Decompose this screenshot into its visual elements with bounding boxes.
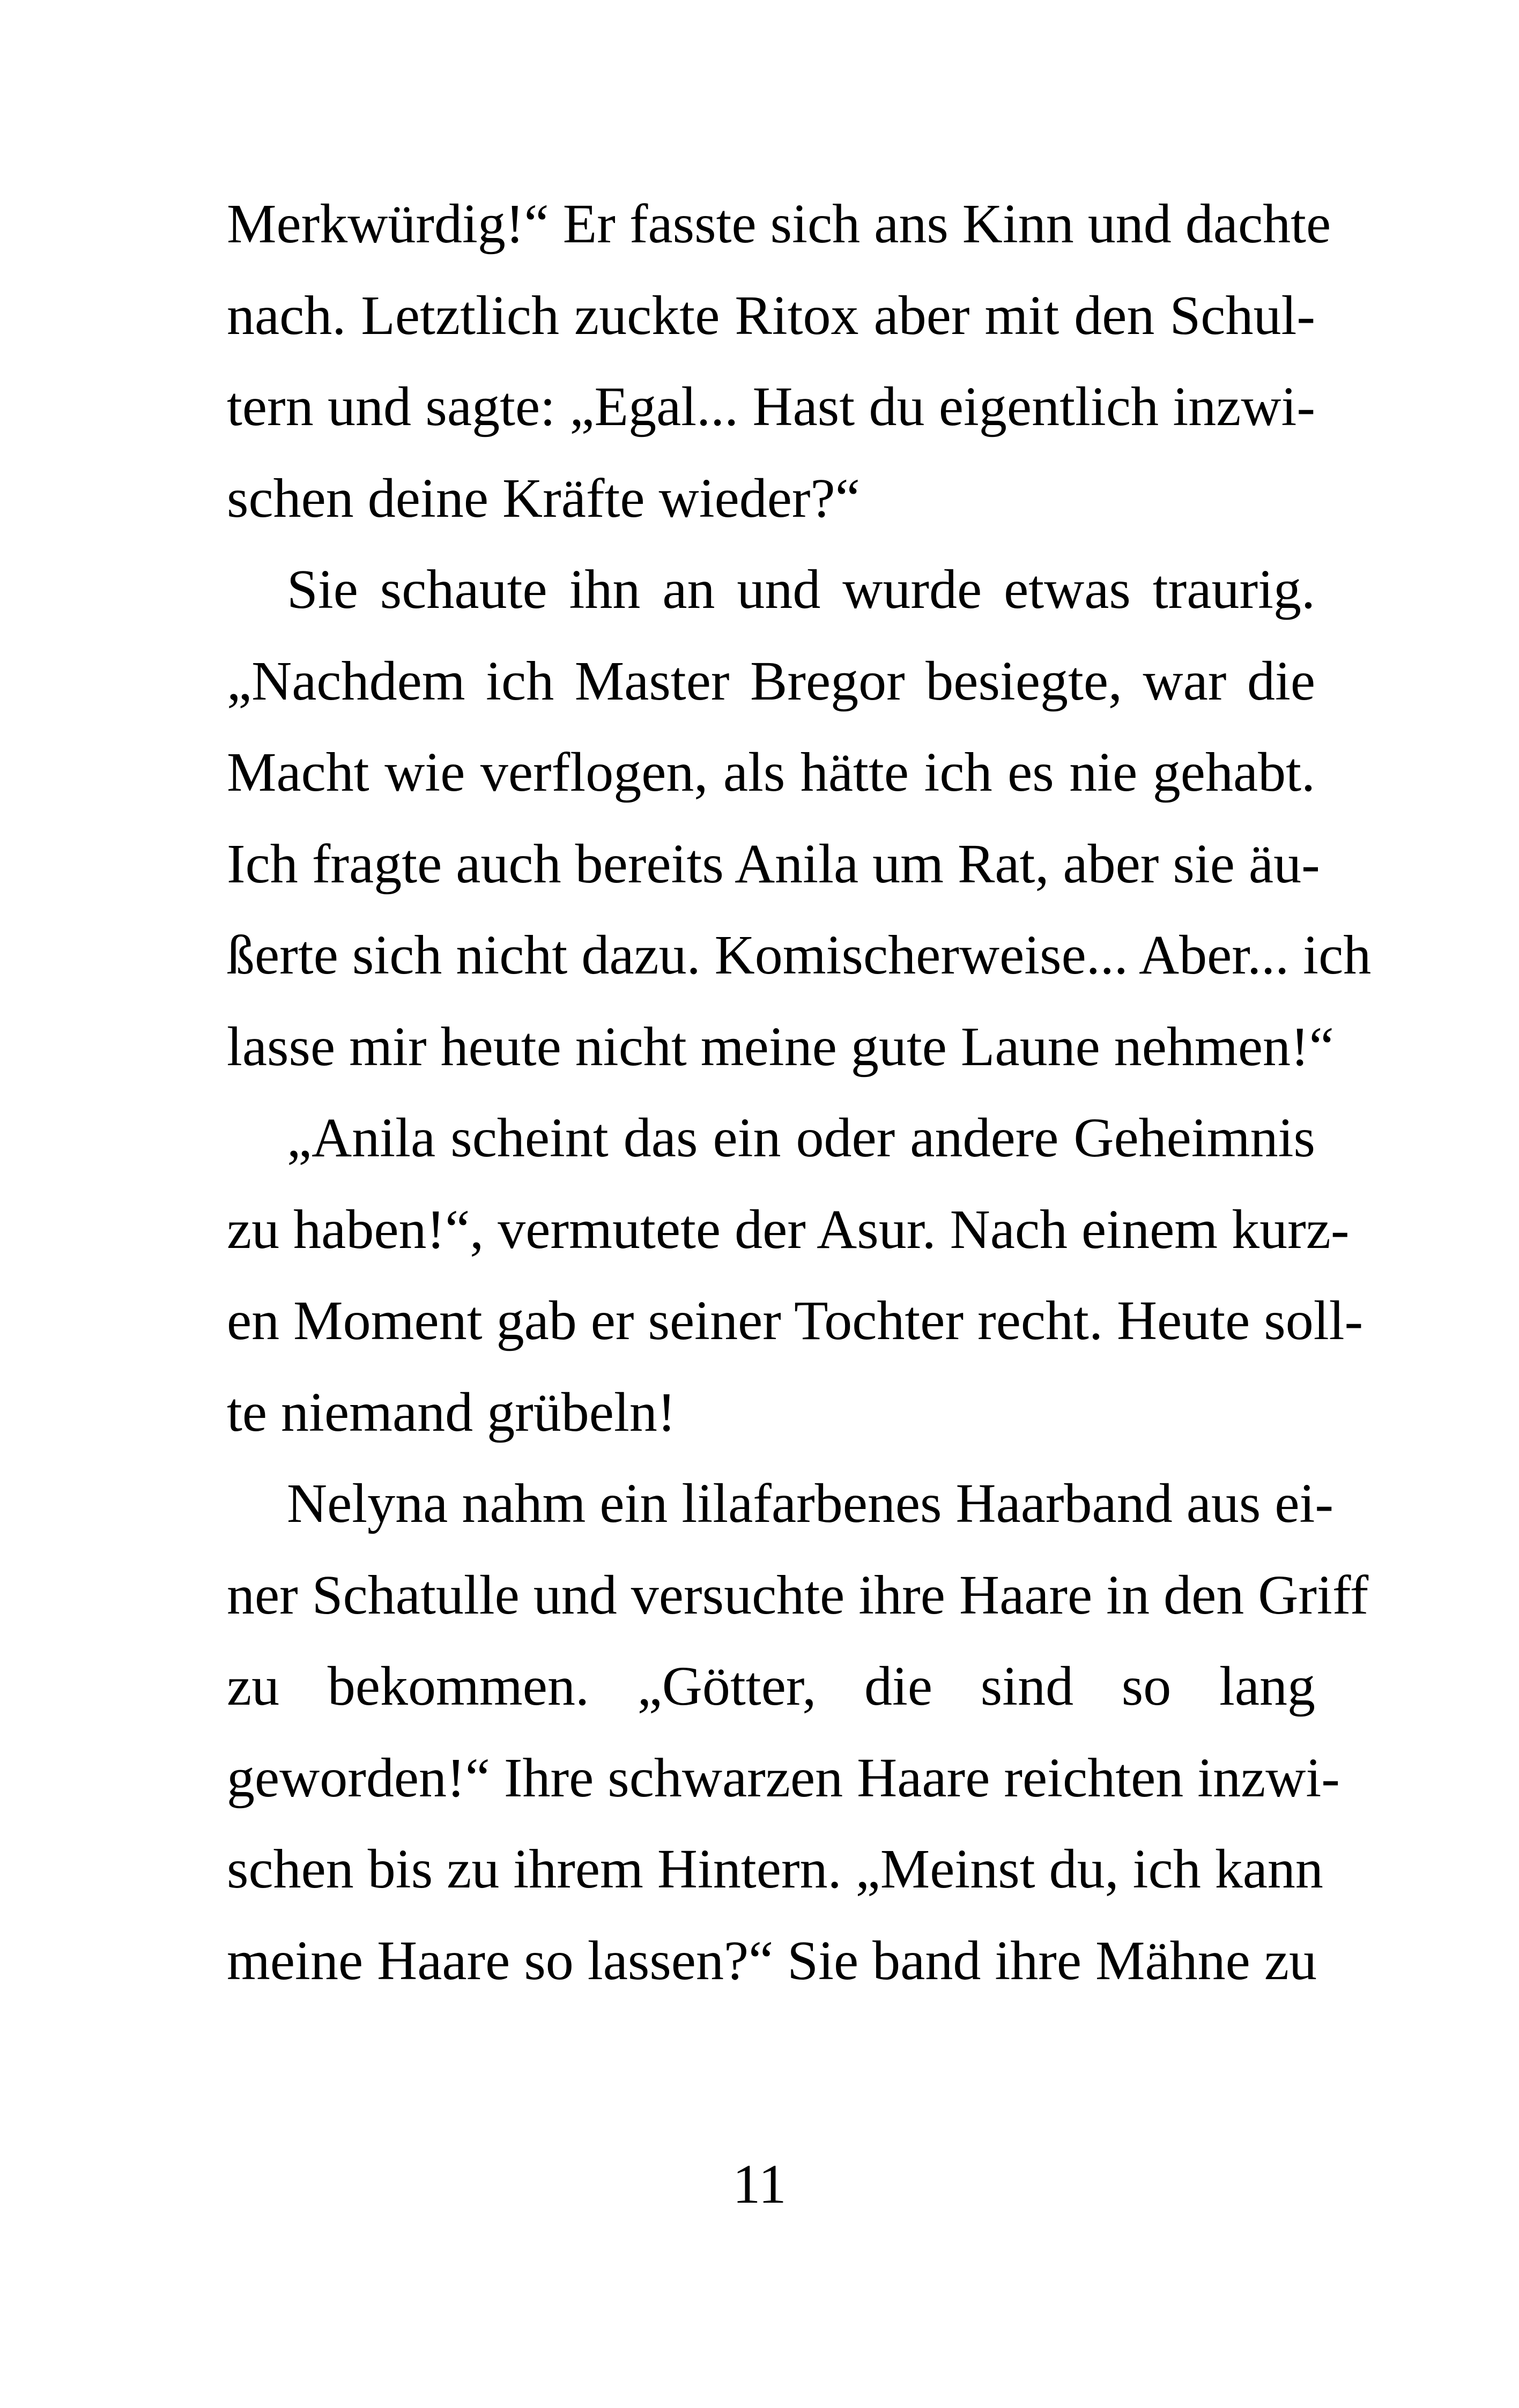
text-line: schen bis zu ihrem Hintern. „Meinst du, ich kann [227,1838,1323,1900]
text-line: „Anila scheint das ein oder andere Geheimnis [287,1107,1315,1169]
text-line: nach. Letztlich zuckte Ritox aber mit den Schul- [227,284,1315,346]
text-line: Merkwürdig!“ Er fasste sich ans Kinn und dachte [227,193,1331,255]
text-line: tern und sagte: „Egal... Hast du eigentlich inzwi- [227,376,1315,437]
text-line: en Moment gab er seiner Tochter recht. Heute soll- [227,1290,1364,1351]
text-line: Macht wie verflogen, als hätte ich es nie gehabt. [227,741,1315,803]
text-line: lasse mir heute nicht meine gute Laune nehmen!“ [227,1015,1334,1077]
text-line: Sie schaute ihn an und wurde etwas traurig. [287,559,1315,620]
text-line: schen deine Kräfte wieder?“ [227,467,860,529]
text-line: geworden!“ Ihre schwarzen Haare reichten inzwi- [227,1746,1340,1809]
page-number: 11 [732,2153,787,2215]
text-line: zu bekommen. „Götter, die sind so lang [227,1655,1315,1717]
text-line: te niemand grübeln! [227,1381,676,1443]
text-line: Ich fragte auch bereits Anila um Rat, aber sie äu- [227,833,1320,895]
text-line: ner Schatulle und versuchte ihre Haare in den Griff [227,1564,1369,1626]
text-line: zu haben!“, vermutete der Asur. Nach einem kurz- [227,1198,1350,1260]
text-line: ßerte sich nicht dazu. Komischerweise... Aber... ich [227,924,1372,986]
page-body-text [227,179,1372,2006]
text-line: meine Haare so lassen?“ Sie band ihre Mähne zu [227,1929,1317,1991]
text-line: „Nachdem ich Master Bregor besiegte, war die [227,650,1315,712]
text-line: Nelyna nahm ein lilafarbenes Haarband aus ei- [287,1473,1334,1534]
